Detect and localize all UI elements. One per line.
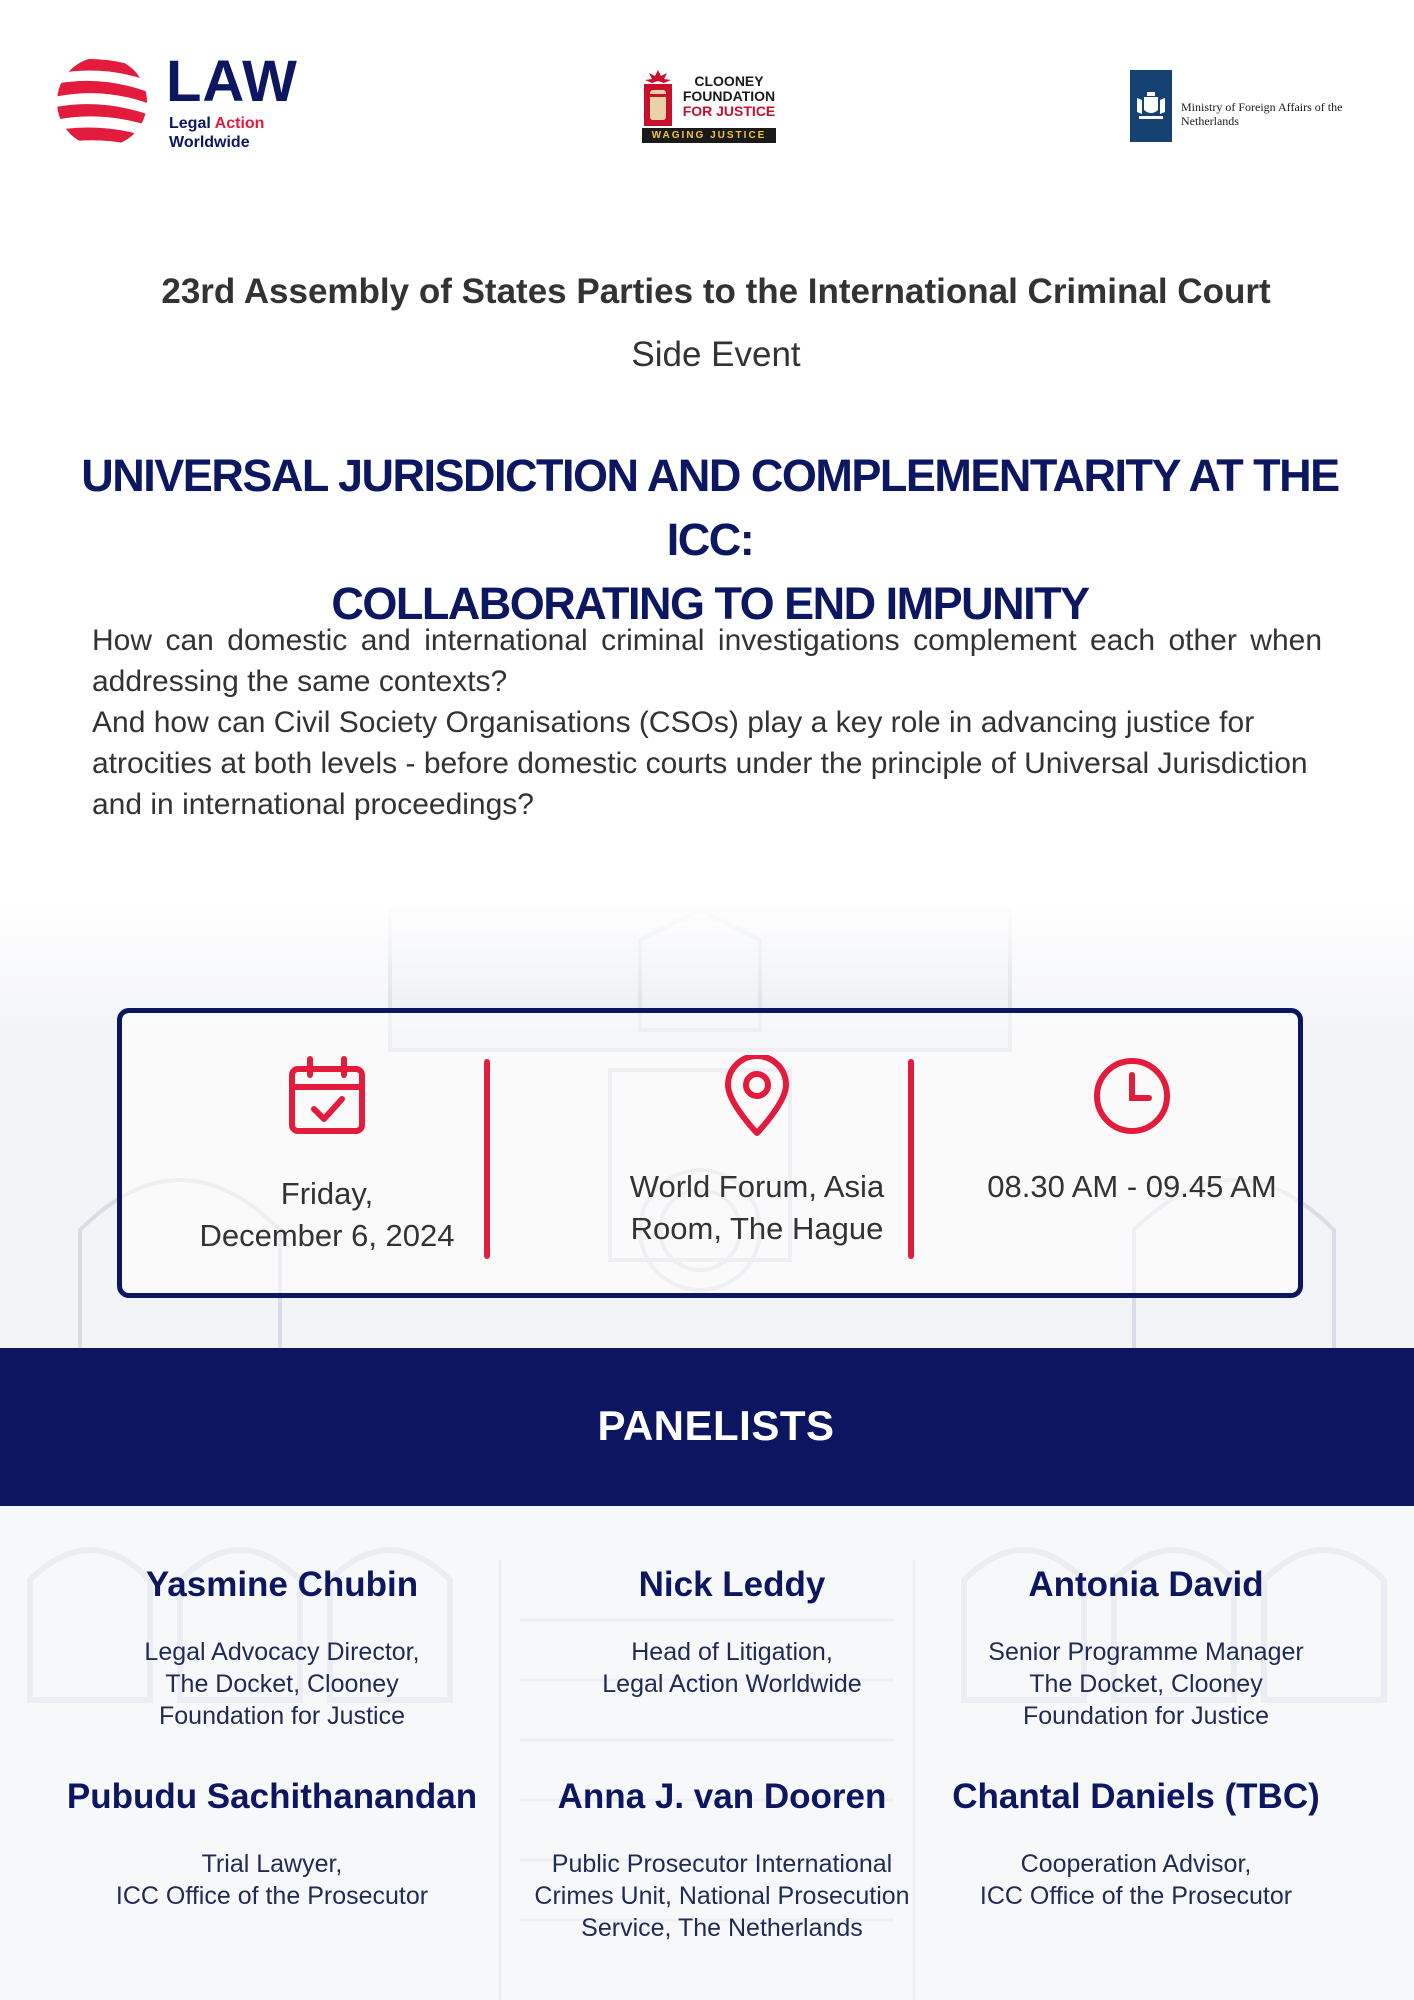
mfa-line1: Ministry of Foreign Affairs of the — [1181, 100, 1343, 114]
panelist-name: Antonia David — [1028, 1565, 1264, 1604]
panelist-card — [72, 1564, 492, 1732]
event-date-text — [142, 1173, 512, 1257]
law-sub-action: Action — [214, 115, 265, 132]
description-para1: How can domestic and international criminal investigations complement each other when addressing the same contexts? — [92, 624, 1322, 698]
panelist-name: Yasmine Chubin — [145, 1565, 419, 1604]
event-date-line1: Friday, — [280, 1176, 374, 1211]
panelist-card — [512, 1776, 932, 1944]
mfa-name — [1181, 100, 1342, 128]
info-divider — [908, 1059, 914, 1259]
netherlands-crest-icon — [1130, 70, 1172, 142]
panelist-name: Pubudu Sachithanandan — [66, 1777, 478, 1816]
panelist-name: Anna J. van Dooren — [557, 1777, 887, 1816]
law-logo — [56, 49, 316, 154]
panelist-card — [936, 1564, 1356, 1732]
clooney-band: WAGING JUSTICE — [642, 128, 776, 143]
assembly-heading: 23rd Assembly of States Parties to the International Criminal Court — [161, 272, 1271, 311]
law-subtitle — [169, 114, 264, 152]
clooney-name — [646, 74, 778, 119]
panelist-role: Trial Lawyer, ICC Office of the Prosecutor — [115, 1850, 429, 1910]
map-pin-icon — [716, 1055, 798, 1137]
panelist-role: Legal Advocacy Director, The Docket, Clooney Foundation for Justice — [144, 1638, 420, 1730]
clock-icon — [1091, 1055, 1173, 1137]
event-time — [962, 1013, 1302, 1293]
panelist-card — [62, 1776, 482, 1912]
clooney-line2: FOUNDATION — [682, 88, 776, 104]
panelist-card — [522, 1564, 942, 1700]
law-wordmark: LAW — [166, 49, 298, 114]
event-time-text: 08.30 AM - 09.45 AM — [987, 1169, 1277, 1204]
panelists-heading: PANELISTS — [597, 1402, 835, 1449]
law-sub-worldwide: Worldwide — [169, 134, 250, 151]
panelists-band — [0, 1348, 1414, 1506]
description-para2: And how can Civil Society Organisations (CSOs) play a key role in advancing justice for atrocities at both levels - before domestic courts under the principle of Universal Jurisdiction and in international proceedings? — [92, 706, 1308, 821]
panelist-name: Chantal Daniels (TBC) — [952, 1777, 1320, 1816]
panelist-role: Public Prosecutor International Crimes Unit, National Prosecution Service, The Netherlands — [534, 1850, 910, 1942]
info-divider — [484, 1059, 490, 1259]
event-description — [92, 620, 1322, 825]
clooney-line1: CLOONEY — [694, 73, 764, 89]
event-title-line1: UNIVERSAL JURISDICTION AND COMPLEMENTARITY AT THE ICC: — [81, 450, 1339, 565]
panelist-name: Nick Leddy — [638, 1565, 826, 1604]
event-title — [40, 444, 1380, 636]
panelist-card — [926, 1776, 1346, 1912]
event-location — [562, 1013, 952, 1293]
clooney-line3: FOR JUSTICE — [682, 103, 776, 119]
side-event-label: Side Event — [631, 335, 801, 374]
law-sub-legal: Legal — [169, 115, 211, 132]
panelist-role: Senior Programme Manager The Docket, Clooney Foundation for Justice — [988, 1638, 1304, 1730]
event-location-line2: Room, The Hague — [630, 1211, 884, 1246]
event-info-box — [117, 1008, 1303, 1298]
panelist-role: Cooperation Advisor, ICC Office of the Prosecutor — [979, 1850, 1293, 1910]
panelist-role: Head of Litigation, Legal Action Worldwide — [602, 1638, 862, 1698]
event-date-line2: December 6, 2024 — [199, 1218, 455, 1253]
clooney-foundation-logo — [640, 56, 778, 148]
event-location-line1: World Forum, Asia — [629, 1169, 885, 1204]
calendar-check-icon — [286, 1055, 368, 1137]
event-date — [142, 1013, 512, 1293]
mfa-netherlands-logo — [1130, 70, 1370, 142]
mfa-line2: Netherlands — [1181, 114, 1239, 128]
event-title-line2: COLLABORATING TO END IMPUNITY — [331, 578, 1089, 629]
law-sphere-icon — [56, 56, 148, 148]
event-location-text — [562, 1166, 952, 1250]
